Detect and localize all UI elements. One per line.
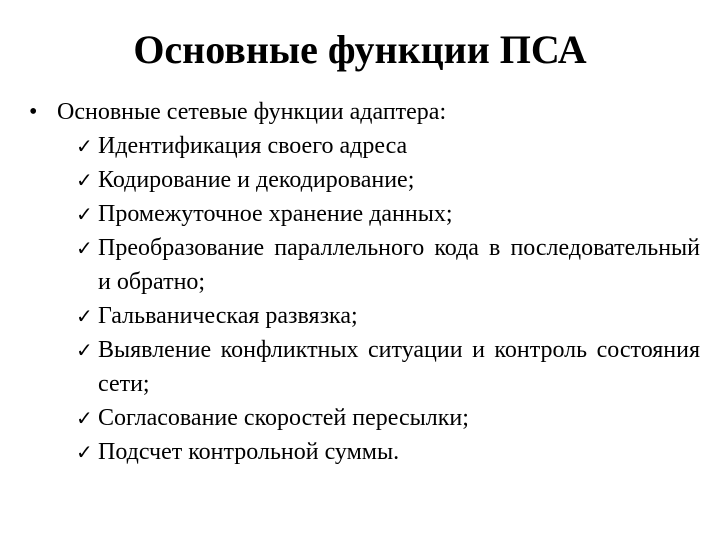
checklist-item <box>76 299 700 333</box>
checklist-item-text: Промежуточное хранение данных; <box>98 201 453 227</box>
checkmark-icon: ✓ <box>76 304 93 328</box>
checklist-item-text: Подсчет контрольной суммы. <box>98 439 400 465</box>
checkmark-icon: ✓ <box>76 406 93 430</box>
checklist-item <box>76 435 700 469</box>
checkmark-icon: ✓ <box>76 168 93 192</box>
checklist-item <box>76 129 700 163</box>
checklist-item <box>76 333 700 401</box>
slide-title: Основные функции ПСА <box>133 27 587 72</box>
checkmark-icon: ✓ <box>76 134 93 158</box>
checklist-item <box>76 401 700 435</box>
checkmark-icon: ✓ <box>76 202 93 226</box>
checklist-item-text: Согласование скоростей пересылки; <box>98 405 469 431</box>
checklist-item <box>76 197 700 231</box>
checklist-item-text: Кодирование и декодирование; <box>98 167 415 193</box>
checklist-item-text: Преобразование параллельного кода в последовательный и обратно; <box>98 235 700 295</box>
bullet-text: Основные сетевые функции адаптера: <box>57 99 447 125</box>
checklist-item-text: Гальваническая развязка; <box>98 303 358 329</box>
checklist-item-text: Идентификация своего адреса <box>98 133 408 159</box>
checklist <box>29 129 709 469</box>
slide-body <box>29 95 709 469</box>
checkmark-icon: ✓ <box>76 440 93 464</box>
checkmark-icon: ✓ <box>76 338 93 362</box>
bullet-icon: • <box>29 99 38 125</box>
bullet-item-main <box>29 95 709 129</box>
checkmark-icon: ✓ <box>76 236 93 260</box>
checklist-item <box>76 231 700 299</box>
checklist-item-text: Выявление конфликтных ситуации и контроль состояния сети; <box>98 337 700 397</box>
checklist-item <box>76 163 700 197</box>
